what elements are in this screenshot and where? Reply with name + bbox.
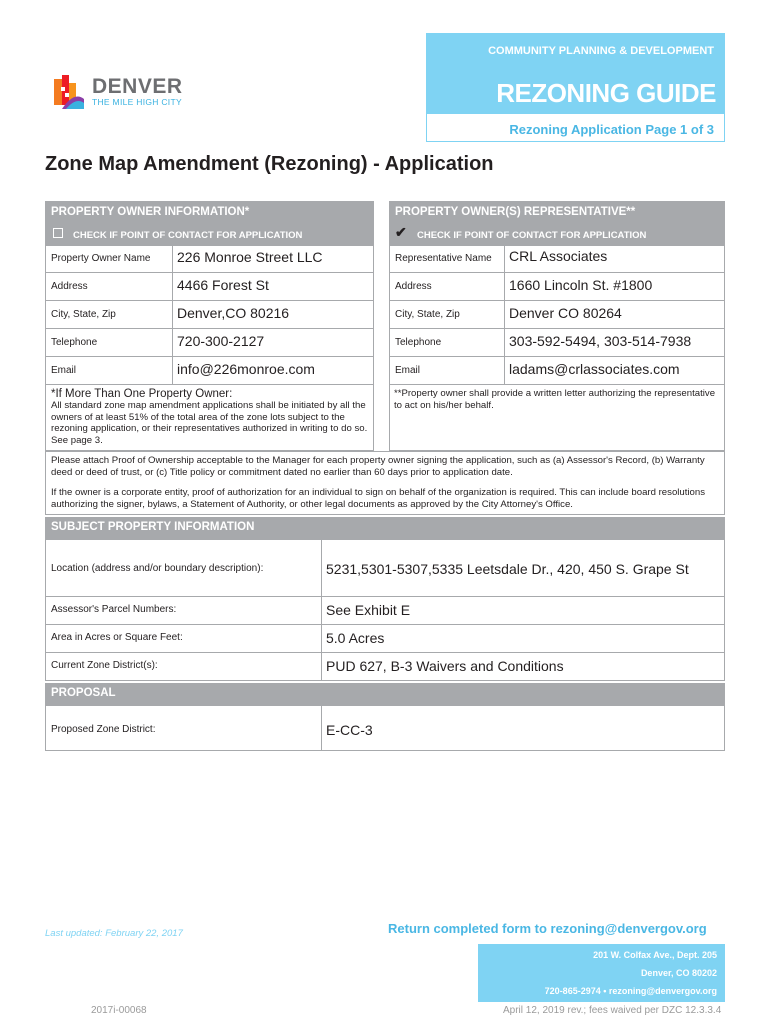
owner-contact-check-label: CHECK IF POINT OF CONTACT FOR APPLICATION bbox=[73, 230, 303, 241]
rep-city-field[interactable]: Denver CO 80264 bbox=[509, 305, 622, 321]
guide-header-band bbox=[427, 34, 724, 114]
current-zone-label: Current Zone District(s): bbox=[51, 660, 158, 671]
parcel-label: Assessor's Parcel Numbers: bbox=[51, 604, 177, 615]
divider bbox=[45, 328, 374, 329]
owner-table-divider bbox=[172, 245, 173, 385]
subject-section-header bbox=[45, 517, 725, 539]
rep-name-field[interactable]: CRL Associates bbox=[509, 248, 608, 264]
divider bbox=[389, 328, 725, 329]
rep-note: **Property owner shall provide a written letter authorizing the representative to act on his/her behalf. bbox=[394, 388, 716, 411]
department-name: COMMUNITY PLANNING & DEVELOPMENT bbox=[488, 45, 714, 57]
divider bbox=[45, 356, 374, 357]
divider bbox=[389, 272, 725, 273]
area-field[interactable]: 5.0 Acres bbox=[326, 630, 385, 646]
last-updated: Last updated: February 22, 2017 bbox=[45, 928, 183, 939]
proposal-section-title: PROPOSAL bbox=[51, 687, 116, 699]
logo-wordmark: DENVER bbox=[92, 75, 183, 98]
revision-stamp: April 12, 2019 rev.; fees waived per DZC 12.3.3.4 bbox=[503, 1005, 722, 1016]
rep-section-header bbox=[389, 201, 725, 245]
guide-header bbox=[426, 33, 725, 142]
footer-contact-box bbox=[478, 944, 725, 1002]
owner-note-body: All standard zone map amendment applications shall be initiated by all the owners of at least 51% of the total area of the zone lots subject to the rezoning application, or their representatives authorized in writing to do so. See page 3. bbox=[51, 400, 368, 446]
page-label: Rezoning Application Page 1 of 3 bbox=[509, 122, 714, 137]
owner-phone-label: Telephone bbox=[51, 337, 98, 348]
location-field[interactable]: 5231,5301-5307,5335 Leetsdale Dr., 420, 450 S. Grape St bbox=[326, 561, 689, 577]
proposal-table-divider bbox=[321, 705, 322, 751]
divider bbox=[389, 356, 725, 357]
area-label: Area in Acres or Square Feet: bbox=[51, 632, 183, 643]
logo-tagline: THE MILE HIGH CITY bbox=[92, 97, 182, 107]
owner-name-label: Property Owner Name bbox=[51, 253, 151, 264]
page-title: Zone Map Amendment (Rezoning) - Application bbox=[45, 153, 494, 175]
rep-table-divider bbox=[504, 245, 505, 385]
owner-city-field[interactable]: Denver,CO 80216 bbox=[177, 305, 290, 321]
case-number-stamp: 2017i-00068 bbox=[91, 1005, 147, 1016]
proposal-section-header bbox=[45, 683, 725, 705]
divider bbox=[389, 300, 725, 301]
owner-contact-checkbox[interactable] bbox=[53, 228, 63, 238]
rep-city-label: City, State, Zip bbox=[395, 309, 460, 320]
owner-phone-field[interactable]: 720-300-2127 bbox=[177, 333, 265, 349]
guide-title: REZONING GUIDE bbox=[496, 78, 716, 108]
owner-email-field[interactable]: info@226monroe.com bbox=[177, 361, 315, 377]
owner-name-field[interactable]: 226 Monroe Street LLC bbox=[177, 249, 323, 265]
divider bbox=[45, 624, 725, 625]
denver-logo-icon bbox=[52, 73, 86, 111]
owner-city-label: City, State, Zip bbox=[51, 309, 116, 320]
subject-table-divider bbox=[321, 539, 322, 681]
rep-section-title: PROPERTY OWNER(S) REPRESENTATIVE** bbox=[395, 206, 636, 218]
ownership-note-1: Please attach Proof of Ownership acceptable to the Manager for each property owner signing the application, such as (a) Assessor's Record, (b) Warranty deed or deed of trust, or (c) Title policy or commitment dated no earlier than 60 days prior to application date. bbox=[51, 455, 705, 478]
owner-note-title: *If More Than One Property Owner: bbox=[51, 388, 233, 400]
return-instructions: Return completed form to rezoning@denvergov.org bbox=[388, 921, 707, 936]
rep-email-field[interactable]: ladams@crlassociates.com bbox=[509, 361, 680, 377]
owner-address-field[interactable]: 4466 Forest St bbox=[177, 277, 269, 293]
footer-address-2: Denver, CO 80202 bbox=[640, 968, 717, 978]
owner-address-label: Address bbox=[51, 281, 88, 292]
rep-contact-checkbox[interactable]: ✔ bbox=[395, 224, 407, 240]
current-zone-field[interactable]: PUD 627, B-3 Waivers and Conditions bbox=[326, 658, 564, 674]
subject-section-title: SUBJECT PROPERTY INFORMATION bbox=[51, 521, 255, 533]
proposed-zone-label: Proposed Zone District: bbox=[51, 724, 156, 735]
divider bbox=[45, 384, 374, 385]
owner-section-header bbox=[45, 201, 374, 245]
proposed-zone-field[interactable]: E-CC-3 bbox=[326, 722, 373, 738]
rep-phone-label: Telephone bbox=[395, 337, 442, 348]
divider bbox=[389, 384, 725, 385]
divider bbox=[45, 300, 374, 301]
rep-email-label: Email bbox=[395, 365, 421, 376]
rep-name-label: Representative Name bbox=[395, 253, 492, 264]
ownership-note-2: If the owner is a corporate entity, proof of authorization for an individual to sign on behalf of the organization is required. This can include board resolutions authorizing the signer, bylaws, a Statement of Authority, or other legal documents as approved by the City Attorney's Office. bbox=[51, 487, 706, 510]
owner-section-title: PROPERTY OWNER INFORMATION* bbox=[51, 206, 250, 218]
denver-logo bbox=[52, 73, 192, 111]
rep-address-field[interactable]: 1660 Lincoln St. #1800 bbox=[509, 277, 653, 293]
rep-contact-check-label: CHECK IF POINT OF CONTACT FOR APPLICATION bbox=[417, 230, 647, 241]
rep-phone-field[interactable]: 303-592-5494, 303-514-7938 bbox=[509, 333, 692, 349]
parcel-field[interactable]: See Exhibit E bbox=[326, 602, 411, 618]
divider bbox=[45, 652, 725, 653]
owner-note bbox=[51, 388, 369, 446]
location-label: Location (address and/or boundary description): bbox=[51, 563, 264, 574]
footer-contact: 720-865-2974 • rezoning@denvergov.org bbox=[544, 986, 717, 996]
footer-address-1: 201 W. Colfax Ave., Dept. 205 bbox=[593, 950, 717, 960]
divider bbox=[45, 596, 725, 597]
rep-address-label: Address bbox=[395, 281, 432, 292]
divider bbox=[45, 272, 374, 273]
owner-email-label: Email bbox=[51, 365, 77, 376]
